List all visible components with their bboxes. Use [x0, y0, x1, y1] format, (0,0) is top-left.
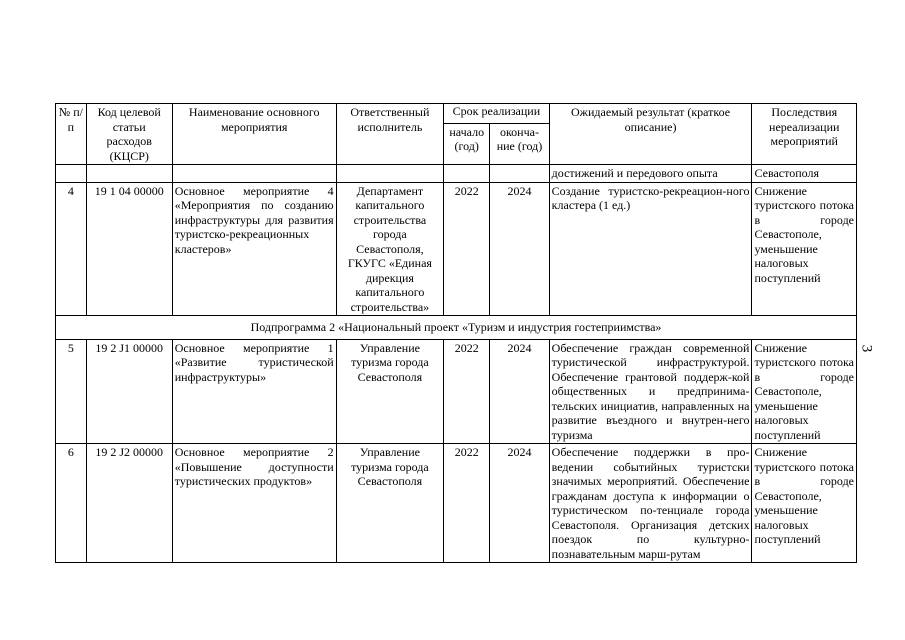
continuation-consequences: Севастополя	[752, 165, 857, 183]
table-row	[56, 339, 857, 444]
table-row	[56, 182, 857, 316]
row-consequences: Снижение туристского потока в городе Севастополе, уменьшение налоговых поступлений	[752, 339, 857, 444]
header-num: № п/п	[56, 104, 87, 165]
row-measure-name: Основное мероприятие 2 «Повышение доступности туристических продуктов»	[172, 444, 336, 563]
continuation-row	[56, 165, 857, 183]
row-code: 19 2 J1 00000	[86, 339, 172, 444]
row-result: Обеспечение поддержки в про-ведении событийных туристски значимых мероприятий. Обеспечение гражданам доступа к информации о туристическом по-тенциале города Севастополя. Организация детских поездок по культурно-познавательным марш-рутам	[549, 444, 752, 563]
row-result: Обеспечение граждан современной туристической инфраструктурой. Обеспечение грантовой поддерж-кой общественных и предпринима-тельских инициатив, направленных на развитие въездного и внутрен-него туризма	[549, 339, 752, 444]
row-code: 19 2 J2 00000	[86, 444, 172, 563]
row-end-year: 2024	[490, 339, 549, 444]
row-number: 6	[56, 444, 87, 563]
header-start: начало (год)	[444, 123, 490, 164]
row-start-year: 2022	[444, 339, 490, 444]
page-number: 3	[858, 344, 875, 353]
row-responsible: Управление туризма города Севастополя	[336, 339, 444, 444]
header-row	[56, 104, 857, 124]
table-row	[56, 444, 857, 563]
row-end-year: 2024	[490, 444, 549, 563]
subprogram-title: Подпрограмма 2 «Национальный проект «Туризм и индустрия гостеприимства»	[56, 316, 857, 340]
header-responsible: Ответственный исполнитель	[336, 104, 444, 165]
header-end: оконча-ние (год)	[490, 123, 549, 164]
row-number: 4	[56, 182, 87, 316]
header-code: Код целевой статьи расходов (КЦСР)	[86, 104, 172, 165]
row-number: 5	[56, 339, 87, 444]
measures-table	[55, 103, 857, 563]
row-consequences: Снижение туристского потока в городе Севастополе, уменьшение налоговых поступлений	[752, 182, 857, 316]
row-start-year: 2022	[444, 444, 490, 563]
row-consequences: Снижение туристского потока в городе Севастополе, уменьшение налоговых поступлений	[752, 444, 857, 563]
row-measure-name: Основное мероприятие 4 «Мероприятия по созданию инфраструктуры для развития туристско-рекреационных кластеров»	[172, 182, 336, 316]
header-name: Наименование основного мероприятия	[172, 104, 336, 165]
header-result: Ожидаемый результат (краткое описание)	[549, 104, 752, 165]
row-result: Создание туристско-рекреацион-ного кластера (1 ед.)	[549, 182, 752, 316]
header-consequences: Последствия нереализации мероприятий	[752, 104, 857, 165]
row-start-year: 2022	[444, 182, 490, 316]
row-responsible: Департамент капитального строительства города Севастополя, ГКУГС «Единая дирекция капитального строительства»	[336, 182, 444, 316]
row-end-year: 2024	[490, 182, 549, 316]
subprogram-row	[56, 316, 857, 340]
row-responsible: Управление туризма города Севастополя	[336, 444, 444, 563]
header-period: Срок реализации	[444, 104, 550, 124]
row-measure-name: Основное мероприятие 1 «Развитие туристической инфраструктуры»	[172, 339, 336, 444]
continuation-result: достижений и передового опыта	[549, 165, 752, 183]
row-code: 19 1 04 00000	[86, 182, 172, 316]
